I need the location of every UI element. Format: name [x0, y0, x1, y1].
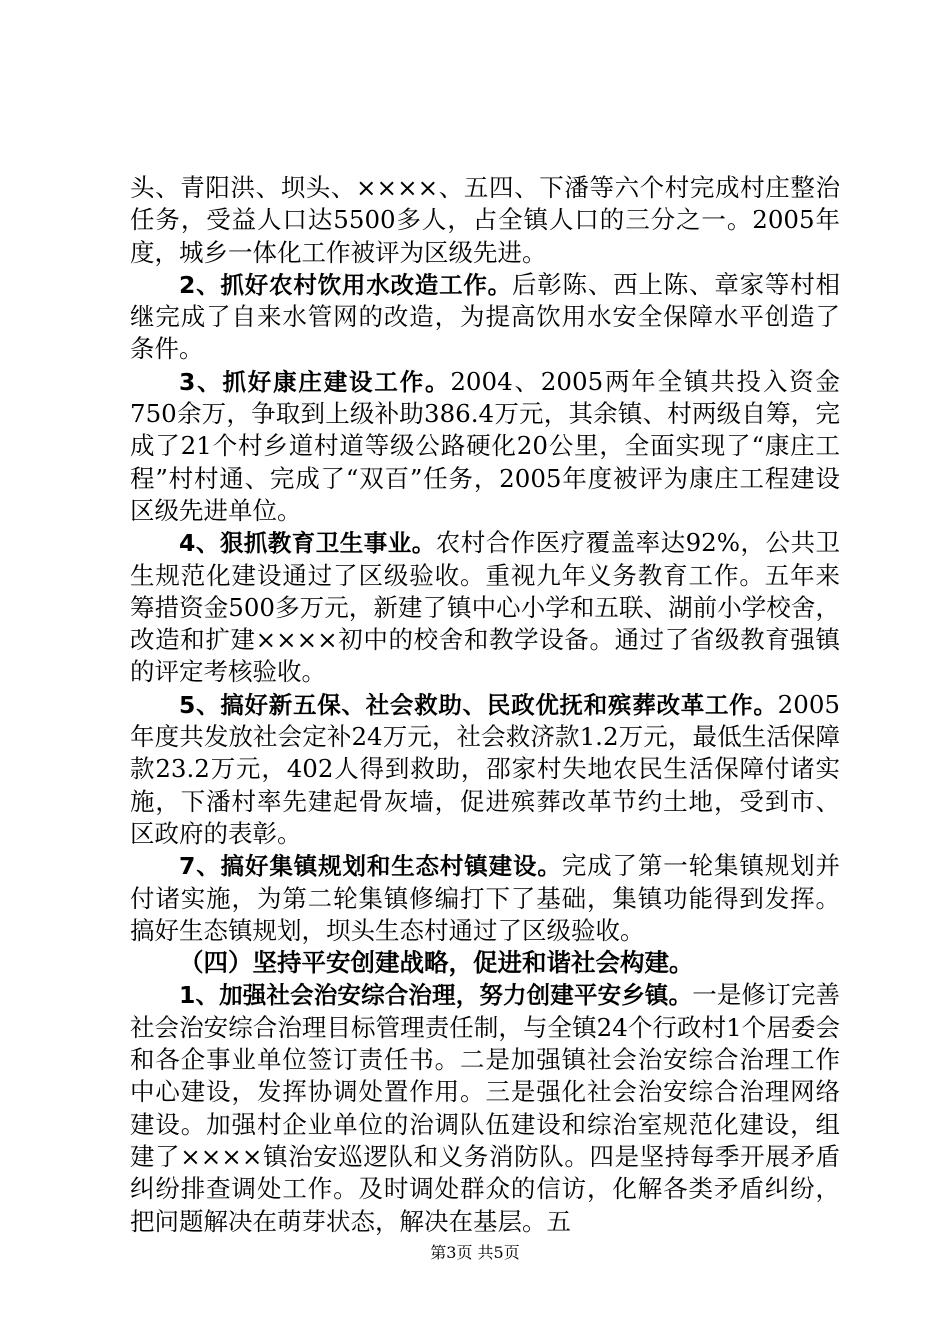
paragraph-text: 后彰陈、西上陈、章家等村相继完成了自来水管网的改造，为提高饮用水安全保障水平创造了条件。 [130, 269, 840, 364]
paragraph-heading: 1、加强社会治安综合治理，努力创建平安乡镇。 [179, 981, 693, 1010]
paragraph-heading: 7、搞好集镇规划和生态村镇建设。 [179, 852, 562, 881]
page-number: 第3页 共5页 [430, 1243, 520, 1262]
paragraph-continuation [130, 172, 840, 269]
document-body [130, 172, 840, 1238]
paragraph-heading: 2、抓好农村饮用水改造工作。 [179, 270, 512, 299]
paragraph-heading: 3、抓好康庄建设工作。 [179, 367, 451, 396]
paragraph-text: 2005年度共发放社会定补24万元，社会救济款1.2万元，最低生活保障款23.2万元，402人得到救助，邵家村失地农民生活保障付诸实施，下潘村率先建起骨灰墙，促进殡葬改革节约土地，受到市、区政府的表彰。 [130, 689, 840, 848]
paragraph-text: 头、青阳洪、坝头、××××、五四、下潘等六个村完成村庄整治任务，受益人口达5500多人，占全镇人口的三分之一。2005年度，城乡一体化工作被评为区级先进。 [130, 173, 840, 267]
section-heading: （四）坚持平安创建战略，促进和谐社会构建。 [179, 948, 694, 978]
section-heading-four [130, 947, 840, 979]
paragraph-text: 2004、2005两年全镇共投入资金750余万，争取到上级补助386.4万元，其余镇、村两级自筹，完成了21个村乡道村道等级公路硬化20公里，全面实现了“康庄工程”村村通、完成了“双百”任务，2005年度被评为康庄工程建设区级先进单位。 [130, 366, 840, 525]
paragraph-heading: 5、搞好新五保、社会救助、民政优抚和殡葬改革工作。 [179, 690, 778, 719]
paragraph-text: 农村合作医疗覆盖率达92%，公共卫生规范化建设通过了区级验收。重视九年义务教育工作。五年来筹措资金500多万元，新建了镇中心小学和五联、湖前小学校舍，改造和扩建××××初中的校舍和教学设备。通过了省级教育强镇的评定考核验收。 [130, 528, 840, 687]
paragraph-text: 完成了第一轮集镇规划并付诸实施，为第二轮集镇修编打下了基础，集镇功能得到发挥。搞好生态镇规划，坝头生态村通过了区级验收。 [130, 851, 841, 945]
paragraph-education-health [130, 527, 840, 688]
paragraph-public-security [130, 979, 840, 1237]
paragraph-social-relief [130, 689, 840, 850]
paragraph-drinking-water [130, 269, 840, 366]
paragraph-town-planning [130, 850, 840, 947]
paragraph-kangzhuang [130, 366, 840, 527]
page-footer [0, 1240, 950, 1263]
paragraph-heading: 4、狠抓教育卫生事业。 [179, 529, 436, 558]
paragraph-text: 一是修订完善社会治安综合治理目标管理责任制，与全镇24个行政村1个居委会和各企事业单位签订责任书。二是加强镇社会治安综合治理工作中心建设，发挥协调处置作用。三是强化社会治安综合治理网络建设。加强村企业单位的治调队伍建设和综治室规范化建设，组建了××××镇治安巡逻队和义务消防队。四是坚持每季开展矛盾纠纷排查调处工作。及时调处群众的信访，化解各类矛盾纠纷，把问题解决在萌芽状态，解决在基层。五 [130, 980, 841, 1236]
